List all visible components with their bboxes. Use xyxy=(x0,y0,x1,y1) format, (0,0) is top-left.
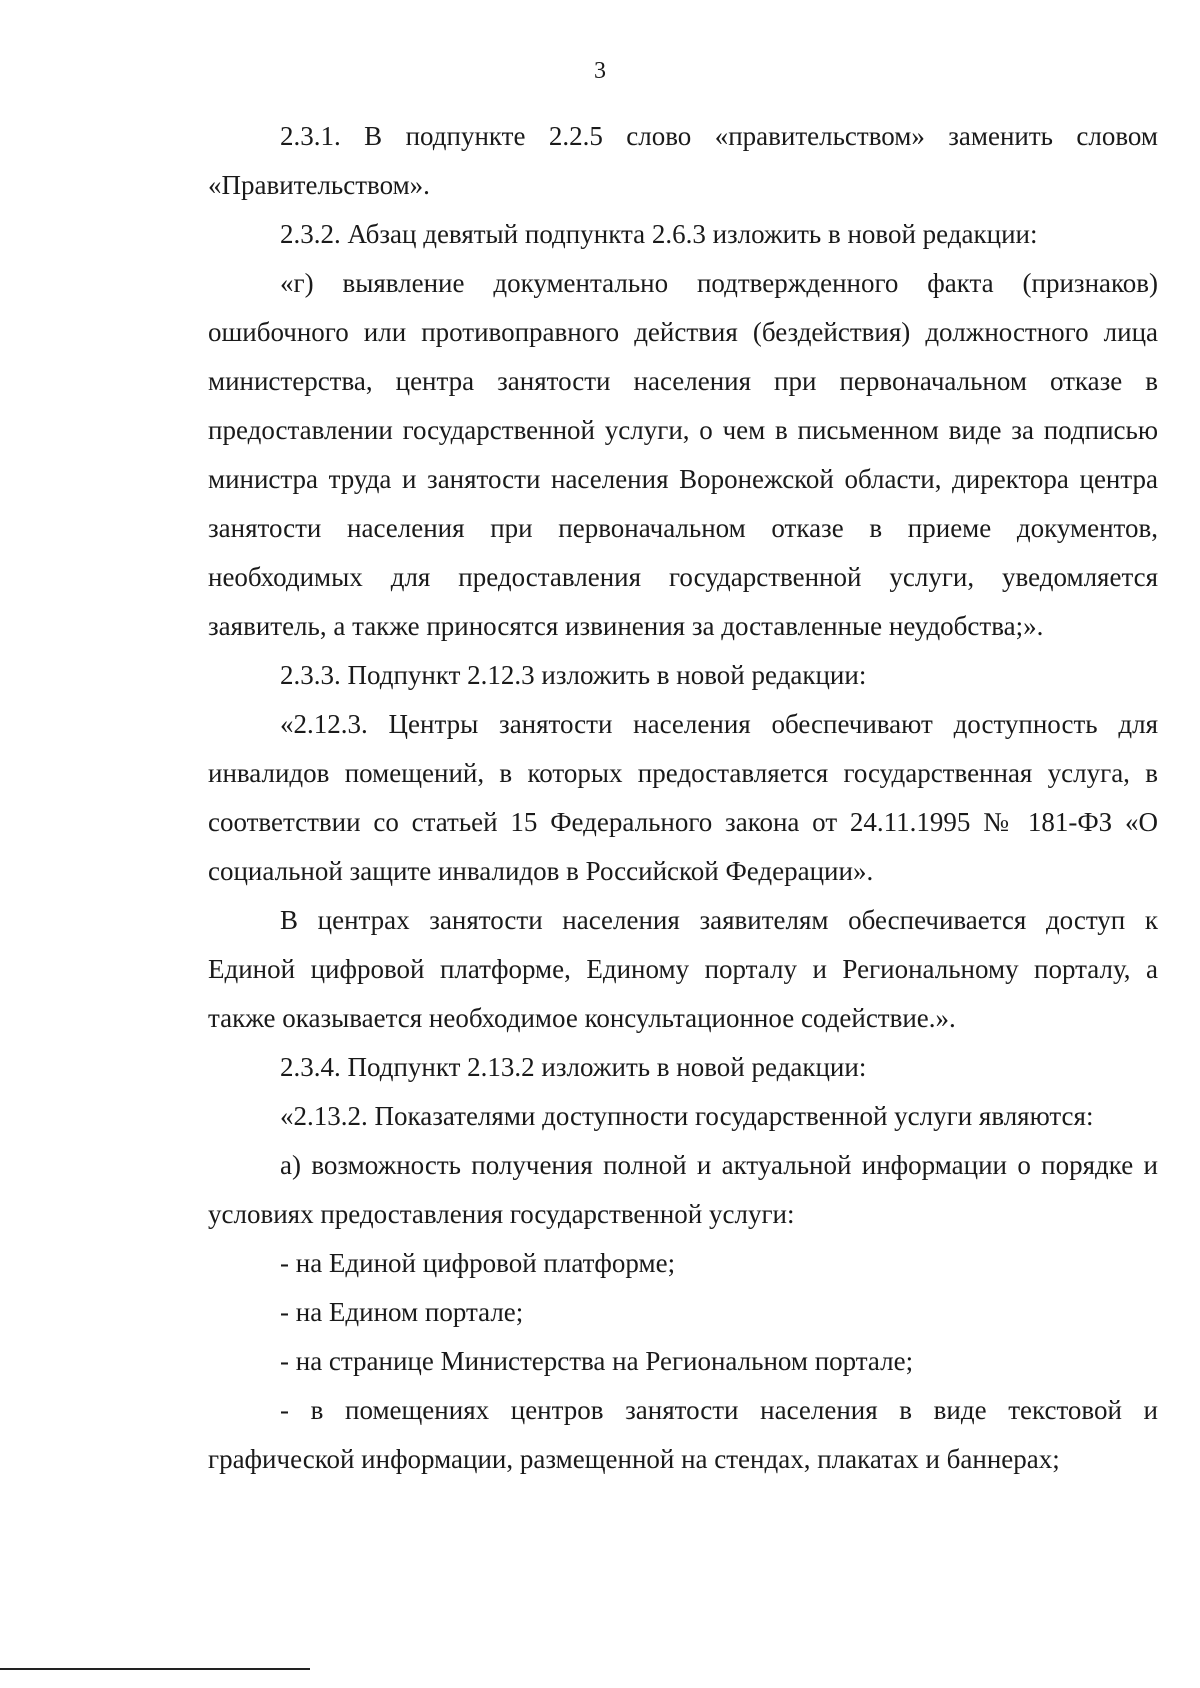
page-number: 3 xyxy=(594,58,606,84)
list-item-regional-portal: - на странице Министерства на Региональном портале; xyxy=(280,1346,914,1376)
paragraph-2-3-1: 2.3.1. В подпункте 2.2.5 слово «правительством» заменить словом «Правительством». xyxy=(208,121,1158,200)
paragraph-2-3-4: 2.3.4. Подпункт 2.13.2 изложить в новой редакции: xyxy=(280,1052,867,1082)
document-body xyxy=(208,112,1158,1484)
bottom-divider xyxy=(0,1668,310,1670)
paragraph-2-3-2: 2.3.2. Абзац девятый подпункта 2.6.3 изложить в новой редакции: xyxy=(280,219,1038,249)
list-item-premises: - в помещениях центров занятости населения в виде текстовой и графической информации, размещенной на стендах, плакатах и баннерах; xyxy=(208,1395,1158,1474)
paragraph-2-3-3: 2.3.3. Подпункт 2.12.3 изложить в новой редакции: xyxy=(280,660,867,690)
paragraph-2-13-2: «2.13.2. Показателями доступности государственной услуги являются: xyxy=(280,1101,1094,1131)
paragraph-2-12-3: «2.12.3. Центры занятости населения обеспечивают доступность для инвалидов помещений, в которых предоставляется государственная услуга, в соответствии со статьей 15 Федерального закона от 24.11.1995 № 181-ФЗ «О социальной защите инвалидов в Российской Федерации». xyxy=(208,709,1158,886)
list-item-digital-platform: - на Единой цифровой платформе; xyxy=(280,1248,676,1278)
paragraph-centers-access: В центрах занятости населения заявителям обеспечивается доступ к Единой цифровой платформе, Единому порталу и Региональному порталу, а также оказывается необходимое консультационное содействие.». xyxy=(208,905,1158,1033)
paragraph-g: «г) выявление документально подтвержденного факта (признаков) ошибочного или противоправного действия (бездействия) должностного лица министерства, центра занятости населения при первоначальном отказе в предоставлении государственной услуги, о чем в письменном виде за подписью министра труда и занятости населения Воронежской области, директора центра занятости населения при первоначальном отказе в приеме документов, необходимых для предоставления государственной услуги, уведомляется заявитель, а также приносятся извинения за доставленные неудобства;». xyxy=(208,268,1158,641)
list-item-single-portal: - на Едином портале; xyxy=(280,1297,524,1327)
paragraph-a: а) возможность получения полной и актуальной информации о порядке и условиях предоставления государственной услуги: xyxy=(208,1150,1158,1229)
